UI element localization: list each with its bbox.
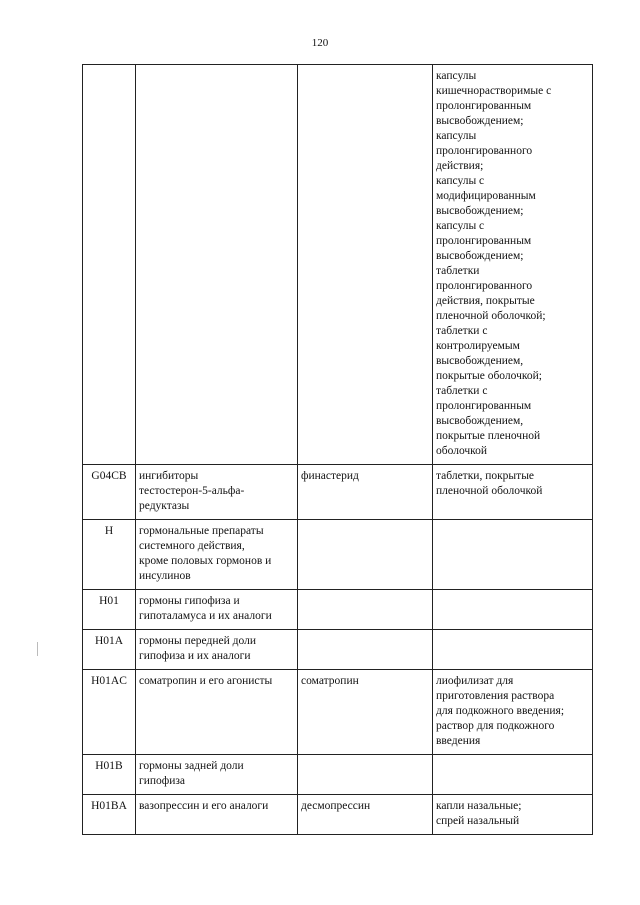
table-row [83,755,593,795]
table-row [83,670,593,755]
inn-cell: соматропин [298,670,433,755]
atx-code-cell: H01B [83,755,136,795]
inn-cell: финастерид [298,465,433,520]
dosage-forms-cell [433,755,593,795]
inn-cell [298,590,433,630]
table-row [83,590,593,630]
dosage-forms-cell: капсулы кишечнорастворимые с пролонгированным высвобождением; капсулы пролонгированного действия; капсулы с модифицированным высвобождением; капсулы с пролонгированным высвобождением; таблетки пролонгированного действия, покрытые пленочной оболочкой; таблетки с контролируемым высвобождением, покрытые оболочкой; таблетки с пролонгированным высвобождением, покрытые пленочной оболочкой [433,65,593,465]
dosage-forms-cell [433,630,593,670]
group-name-cell: гормоны задней доли гипофиза [136,755,298,795]
table-row [83,65,593,465]
dosage-forms-cell: капли назальные; спрей назальный [433,795,593,835]
dosage-forms-cell: лиофилизат для приготовления раствора для подкожного введения; раствор для подкожного введения [433,670,593,755]
atx-drug-table [82,64,593,835]
atx-code-cell: H01BA [83,795,136,835]
group-name-cell [136,65,298,465]
group-name-cell: гормональные препараты системного действия, кроме половых гормонов и инсулинов [136,520,298,590]
inn-cell [298,520,433,590]
dosage-forms-cell [433,520,593,590]
atx-code-cell: H01 [83,590,136,630]
inn-cell [298,65,433,465]
group-name-cell: гормоны передней доли гипофиза и их аналоги [136,630,298,670]
dosage-forms-cell [433,590,593,630]
inn-cell: десмопрессин [298,795,433,835]
atx-code-cell: H01AC [83,670,136,755]
group-name-cell: вазопрессин и его аналоги [136,795,298,835]
table-row [83,465,593,520]
table-row [83,520,593,590]
inn-cell [298,755,433,795]
atx-code-cell: G04CB [83,465,136,520]
dosage-forms-cell: таблетки, покрытые пленочной оболочкой [433,465,593,520]
inn-cell [298,630,433,670]
group-name-cell: ингибиторы тестостерон-5-альфа- редуктазы [136,465,298,520]
table-row [83,795,593,835]
margin-mark [37,642,38,656]
group-name-cell: гормоны гипофиза и гипоталамуса и их аналоги [136,590,298,630]
page-number: 120 [311,37,329,49]
group-name-cell: соматропин и его агонисты [136,670,298,755]
atx-code-cell: H01A [83,630,136,670]
atx-code-cell: H [83,520,136,590]
atx-code-cell [83,65,136,465]
table-row [83,630,593,670]
